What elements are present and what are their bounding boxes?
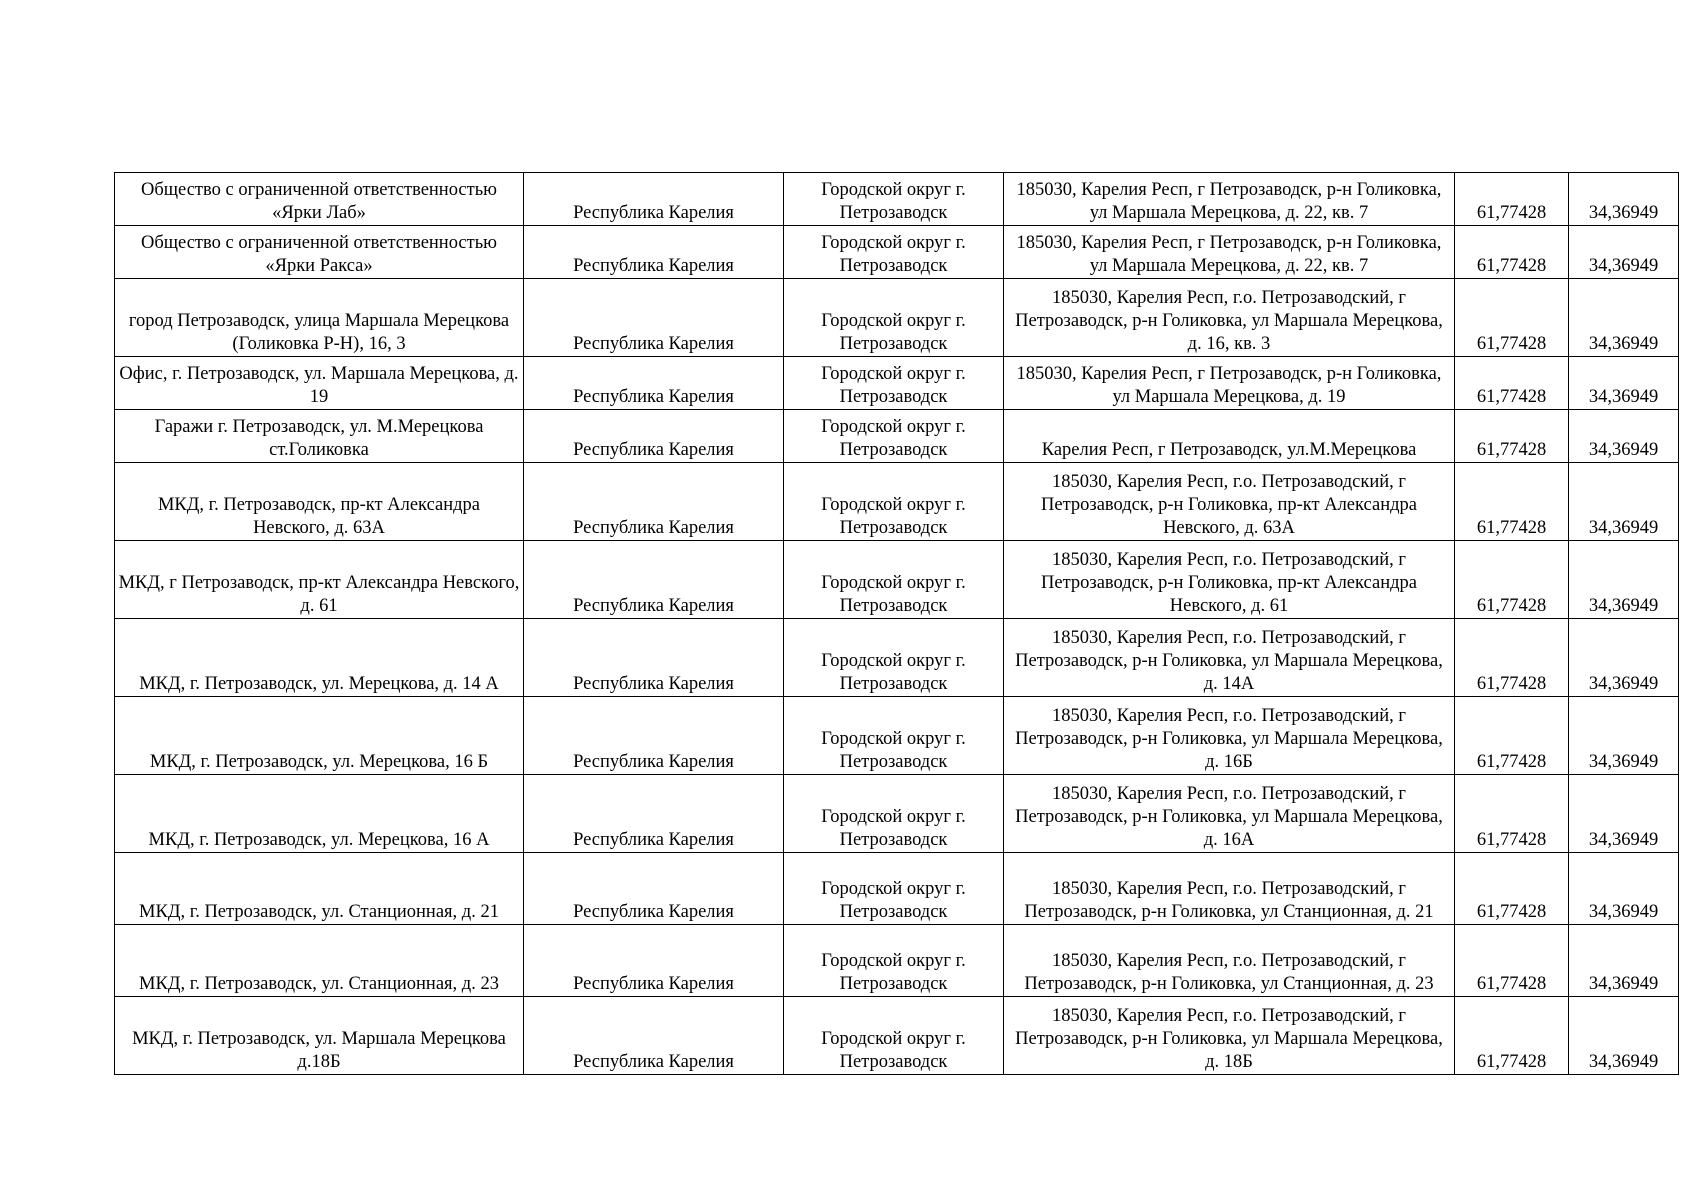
object-name-cell: МКД, г. Петрозаводск, ул. Мерецкова, 16 А [115,775,524,853]
longitude-cell: 34,36949 [1569,173,1679,226]
object-name-cell: МКД, г. Петрозаводск, ул. Мерецкова, 16 Б [115,697,524,775]
region-cell: Республика Карелия [524,697,784,775]
okrug-cell: Городской округ г. Петрозаводск [784,925,1004,997]
address-cell: 185030, Карелия Респ, г.о. Петрозаводский, г Петрозаводск, р-н Голиковка, ул Маршала Мерецкова, д. 16, кв. 3 [1004,279,1455,357]
latitude-cell: 61,77428 [1455,697,1569,775]
okrug-cell: Городской округ г. Петрозаводск [784,463,1004,541]
okrug-cell: Городской округ г. Петрозаводск [784,173,1004,226]
object-name-cell: МКД, г. Петрозаводск, ул. Мерецкова, д. 14 А [115,619,524,697]
latitude-cell: 61,77428 [1455,541,1569,619]
address-cell: 185030, Карелия Респ, г Петрозаводск, р-н Голиковка, ул Маршала Мерецкова, д. 19 [1004,357,1455,410]
address-cell: 185030, Карелия Респ, г.о. Петрозаводский, г Петрозаводск, р-н Голиковка, ул Станционная, д. 21 [1004,853,1455,925]
latitude-cell: 61,77428 [1455,173,1569,226]
table-row [115,357,1679,410]
latitude-cell: 61,77428 [1455,925,1569,997]
latitude-cell: 61,77428 [1455,357,1569,410]
longitude-cell: 34,36949 [1569,357,1679,410]
table-row [115,775,1679,853]
object-name-cell: Общество с ограниченной ответственностью «Ярки Лаб» [115,173,524,226]
okrug-cell: Городской округ г. Петрозаводск [784,775,1004,853]
longitude-cell: 34,36949 [1569,279,1679,357]
table-row [115,541,1679,619]
longitude-cell: 34,36949 [1569,541,1679,619]
latitude-cell: 61,77428 [1455,853,1569,925]
longitude-cell: 34,36949 [1569,619,1679,697]
latitude-cell: 61,77428 [1455,463,1569,541]
region-cell: Республика Карелия [524,173,784,226]
region-cell: Республика Карелия [524,463,784,541]
address-cell: 185030, Карелия Респ, г.о. Петрозаводский, г Петрозаводск, р-н Голиковка, ул Маршала Мерецкова, д. 18Б [1004,997,1455,1075]
object-name-cell: Гаражи г. Петрозаводск, ул. М.Мерецкова ст.Голиковка [115,410,524,463]
region-cell: Республика Карелия [524,775,784,853]
object-name-cell: МКД, г. Петрозаводск, пр-кт Александра Невского, д. 63А [115,463,524,541]
latitude-cell: 61,77428 [1455,410,1569,463]
region-cell: Республика Карелия [524,853,784,925]
okrug-cell: Городской округ г. Петрозаводск [784,997,1004,1075]
address-cell: 185030, Карелия Респ, г.о. Петрозаводский, г Петрозаводск, р-н Голиковка, пр-кт Александра Невского, д. 63А [1004,463,1455,541]
object-name-cell: МКД, г Петрозаводск, пр-кт Александра Невского, д. 61 [115,541,524,619]
table-row [115,279,1679,357]
address-cell: 185030, Карелия Респ, г.о. Петрозаводский, г Петрозаводск, р-н Голиковка, пр-кт Александра Невского, д. 61 [1004,541,1455,619]
longitude-cell: 34,36949 [1569,925,1679,997]
object-name-cell: МКД, г. Петрозаводск, ул. Станционная, д. 23 [115,925,524,997]
okrug-cell: Городской округ г. Петрозаводск [784,226,1004,279]
table-row [115,697,1679,775]
table-row [115,997,1679,1075]
region-cell: Республика Карелия [524,226,784,279]
address-cell: 185030, Карелия Респ, г.о. Петрозаводский, г Петрозаводск, р-н Голиковка, ул Станционная, д. 23 [1004,925,1455,997]
longitude-cell: 34,36949 [1569,775,1679,853]
latitude-cell: 61,77428 [1455,775,1569,853]
longitude-cell: 34,36949 [1569,463,1679,541]
address-table [114,172,1679,1075]
table-row [115,925,1679,997]
region-cell: Республика Карелия [524,541,784,619]
table-row [115,226,1679,279]
address-cell: 185030, Карелия Респ, г.о. Петрозаводский, г Петрозаводск, р-н Голиковка, ул Маршала Мерецкова, д. 16А [1004,775,1455,853]
region-cell: Республика Карелия [524,997,784,1075]
longitude-cell: 34,36949 [1569,997,1679,1075]
latitude-cell: 61,77428 [1455,279,1569,357]
table-row [115,463,1679,541]
okrug-cell: Городской округ г. Петрозаводск [784,279,1004,357]
object-name-cell: Общество с ограниченной ответственностью «Ярки Ракса» [115,226,524,279]
address-cell: 185030, Карелия Респ, г.о. Петрозаводский, г Петрозаводск, р-н Голиковка, ул Маршала Мерецкова, д. 14А [1004,619,1455,697]
object-name-cell: МКД, г. Петрозаводск, ул. Маршала Мерецкова д.18Б [115,997,524,1075]
address-cell: Карелия Респ, г Петрозаводск, ул.М.Мерецкова [1004,410,1455,463]
region-cell: Республика Карелия [524,410,784,463]
okrug-cell: Городской округ г. Петрозаводск [784,410,1004,463]
region-cell: Республика Карелия [524,619,784,697]
object-name-cell: МКД, г. Петрозаводск, ул. Станционная, д. 21 [115,853,524,925]
longitude-cell: 34,36949 [1569,226,1679,279]
table-row [115,410,1679,463]
latitude-cell: 61,77428 [1455,997,1569,1075]
latitude-cell: 61,77428 [1455,619,1569,697]
okrug-cell: Городской округ г. Петрозаводск [784,697,1004,775]
table-row [115,619,1679,697]
okrug-cell: Городской округ г. Петрозаводск [784,541,1004,619]
table-row [115,173,1679,226]
longitude-cell: 34,36949 [1569,853,1679,925]
address-cell: 185030, Карелия Респ, г Петрозаводск, р-н Голиковка, ул Маршала Мерецкова, д. 22, кв. 7 [1004,226,1455,279]
latitude-cell: 61,77428 [1455,226,1569,279]
object-name-cell: город Петрозаводск, улица Маршала Мерецкова (Голиковка Р-Н), 16, 3 [115,279,524,357]
object-name-cell: Офис, г. Петрозаводск, ул. Маршала Мерецкова, д. 19 [115,357,524,410]
okrug-cell: Городской округ г. Петрозаводск [784,619,1004,697]
table-row [115,853,1679,925]
region-cell: Республика Карелия [524,357,784,410]
region-cell: Республика Карелия [524,279,784,357]
longitude-cell: 34,36949 [1569,410,1679,463]
longitude-cell: 34,36949 [1569,697,1679,775]
okrug-cell: Городской округ г. Петрозаводск [784,357,1004,410]
region-cell: Республика Карелия [524,925,784,997]
address-cell: 185030, Карелия Респ, г.о. Петрозаводский, г Петрозаводск, р-н Голиковка, ул Маршала Мерецкова, д. 16Б [1004,697,1455,775]
address-cell: 185030, Карелия Респ, г Петрозаводск, р-н Голиковка, ул Маршала Мерецкова, д. 22, кв. 7 [1004,173,1455,226]
okrug-cell: Городской округ г. Петрозаводск [784,853,1004,925]
